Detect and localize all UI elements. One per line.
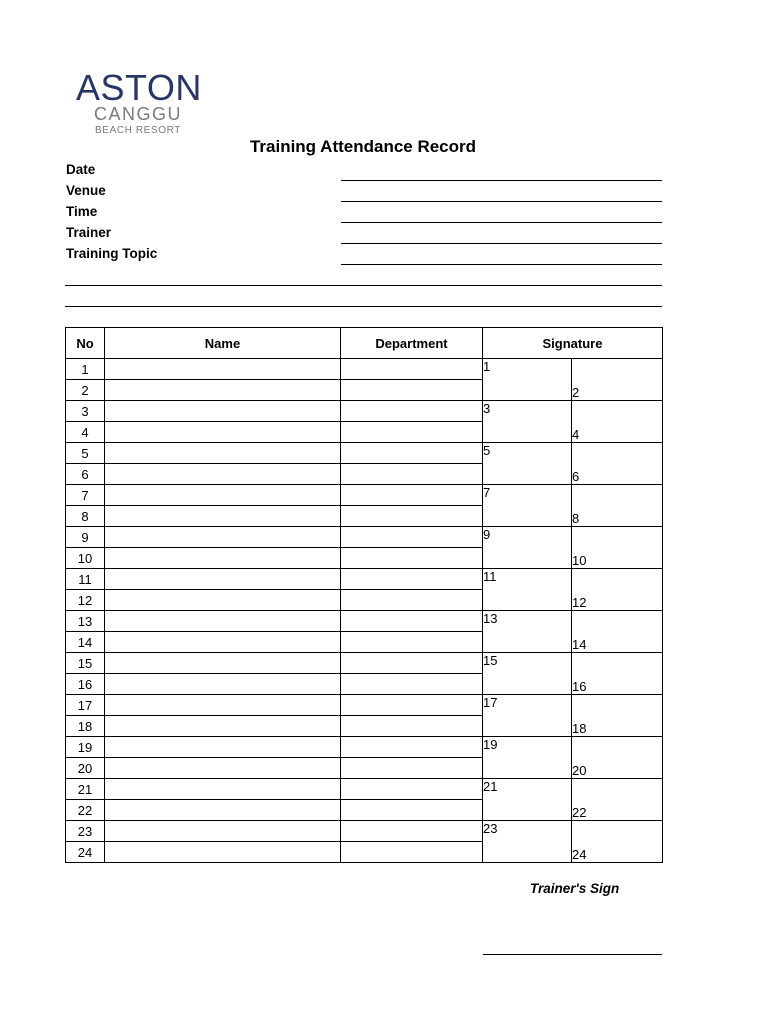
department-cell[interactable] <box>341 800 483 821</box>
signature-cell[interactable]: 11 <box>483 569 572 611</box>
table-row <box>66 485 663 506</box>
department-cell[interactable] <box>341 653 483 674</box>
department-cell[interactable] <box>341 548 483 569</box>
name-cell[interactable] <box>105 401 341 422</box>
name-cell[interactable] <box>105 779 341 800</box>
row-number: 13 <box>66 611 105 632</box>
label-trainer: Trainer <box>66 225 112 240</box>
trainer-sign-label: Trainer's Sign <box>530 881 620 896</box>
department-cell[interactable] <box>341 779 483 800</box>
signature-cell[interactable]: 9 <box>483 527 572 569</box>
department-cell[interactable] <box>341 590 483 611</box>
header-signature: Signature <box>483 328 663 359</box>
row-number: 21 <box>66 779 105 800</box>
topic-extra-line-2[interactable] <box>65 306 662 307</box>
row-number: 22 <box>66 800 105 821</box>
name-cell[interactable] <box>105 569 341 590</box>
signature-cell[interactable]: 6 <box>572 443 663 485</box>
name-cell[interactable] <box>105 359 341 380</box>
name-cell[interactable] <box>105 674 341 695</box>
department-cell[interactable] <box>341 737 483 758</box>
row-number: 18 <box>66 716 105 737</box>
header-department: Department <box>341 328 483 359</box>
department-cell[interactable] <box>341 464 483 485</box>
row-number: 6 <box>66 464 105 485</box>
row-number: 20 <box>66 758 105 779</box>
row-number: 1 <box>66 359 105 380</box>
signature-cell[interactable]: 3 <box>483 401 572 443</box>
name-cell[interactable] <box>105 632 341 653</box>
signature-cell[interactable]: 18 <box>572 695 663 737</box>
signature-cell[interactable]: 16 <box>572 653 663 695</box>
department-cell[interactable] <box>341 422 483 443</box>
table-row <box>66 611 663 632</box>
row-number: 23 <box>66 821 105 842</box>
name-cell[interactable] <box>105 716 341 737</box>
department-cell[interactable] <box>341 359 483 380</box>
name-cell[interactable] <box>105 485 341 506</box>
department-cell[interactable] <box>341 569 483 590</box>
table-row <box>66 695 663 716</box>
logo-line-aston: ASTON <box>76 67 202 108</box>
department-cell[interactable] <box>341 842 483 863</box>
time-field-line[interactable] <box>341 222 662 223</box>
header-name: Name <box>105 328 341 359</box>
name-cell[interactable] <box>105 611 341 632</box>
department-cell[interactable] <box>341 401 483 422</box>
name-cell[interactable] <box>105 443 341 464</box>
trainer-sign-line[interactable] <box>483 954 662 955</box>
row-number: 19 <box>66 737 105 758</box>
row-number: 5 <box>66 443 105 464</box>
table-row <box>66 527 663 548</box>
department-cell[interactable] <box>341 380 483 401</box>
signature-cell[interactable]: 7 <box>483 485 572 527</box>
attendance-table-body <box>66 359 663 863</box>
department-cell[interactable] <box>341 758 483 779</box>
signature-cell[interactable]: 20 <box>572 737 663 779</box>
attendance-table <box>65 327 663 863</box>
table-header-row <box>66 328 663 359</box>
department-cell[interactable] <box>341 506 483 527</box>
department-cell[interactable] <box>341 821 483 842</box>
logo-line-beach-resort: BEACH RESORT <box>95 125 181 136</box>
row-number: 8 <box>66 506 105 527</box>
signature-cell[interactable]: 2 <box>572 359 663 401</box>
table-row <box>66 653 663 674</box>
venue-field-line[interactable] <box>341 201 662 202</box>
department-cell[interactable] <box>341 695 483 716</box>
row-number: 7 <box>66 485 105 506</box>
signature-cell[interactable]: 13 <box>483 611 572 653</box>
department-cell[interactable] <box>341 632 483 653</box>
row-number: 2 <box>66 380 105 401</box>
name-cell[interactable] <box>105 527 341 548</box>
table-row <box>66 779 663 800</box>
name-cell[interactable] <box>105 695 341 716</box>
signature-cell[interactable]: 24 <box>572 821 663 863</box>
signature-cell[interactable]: 21 <box>483 779 572 821</box>
signature-cell[interactable]: 22 <box>572 779 663 821</box>
name-cell[interactable] <box>105 590 341 611</box>
trainer-field-line[interactable] <box>341 243 662 244</box>
label-venue: Venue <box>66 183 106 198</box>
name-cell[interactable] <box>105 653 341 674</box>
name-cell[interactable] <box>105 800 341 821</box>
department-cell[interactable] <box>341 485 483 506</box>
name-cell[interactable] <box>105 842 341 863</box>
row-number: 11 <box>66 569 105 590</box>
department-cell[interactable] <box>341 716 483 737</box>
header-no: No <box>66 328 105 359</box>
name-cell[interactable] <box>105 464 341 485</box>
signature-cell[interactable]: 17 <box>483 695 572 737</box>
row-number: 16 <box>66 674 105 695</box>
row-number: 3 <box>66 401 105 422</box>
name-cell[interactable] <box>105 422 341 443</box>
name-cell[interactable] <box>105 506 341 527</box>
training-topic-field-line[interactable] <box>341 264 662 265</box>
table-row <box>66 359 663 380</box>
signature-cell[interactable]: 5 <box>483 443 572 485</box>
row-number: 17 <box>66 695 105 716</box>
row-number: 15 <box>66 653 105 674</box>
table-row <box>66 401 663 422</box>
row-number: 14 <box>66 632 105 653</box>
row-number: 9 <box>66 527 105 548</box>
row-number: 10 <box>66 548 105 569</box>
logo-line-canggu: CANGGU <box>93 104 182 124</box>
table-row <box>66 443 663 464</box>
name-cell[interactable] <box>105 758 341 779</box>
name-cell[interactable] <box>105 548 341 569</box>
table-row <box>66 569 663 590</box>
signature-cell[interactable]: 1 <box>483 359 572 401</box>
name-cell[interactable] <box>105 380 341 401</box>
label-training-topic: Training Topic <box>66 246 158 261</box>
signature-cell[interactable]: 12 <box>572 569 663 611</box>
department-cell[interactable] <box>341 611 483 632</box>
signature-cell[interactable]: 15 <box>483 653 572 695</box>
name-cell[interactable] <box>105 821 341 842</box>
row-number: 4 <box>66 422 105 443</box>
signature-cell[interactable]: 10 <box>572 527 663 569</box>
signature-cell[interactable]: 23 <box>483 821 572 863</box>
table-row <box>66 821 663 842</box>
aston-logo <box>76 67 202 136</box>
label-time: Time <box>66 204 98 219</box>
signature-cell[interactable]: 8 <box>572 485 663 527</box>
signature-cell[interactable]: 4 <box>572 401 663 443</box>
table-row <box>66 737 663 758</box>
signature-cell[interactable]: 14 <box>572 611 663 653</box>
department-cell[interactable] <box>341 527 483 548</box>
topic-extra-line-1[interactable] <box>65 285 662 286</box>
department-cell[interactable] <box>341 443 483 464</box>
signature-cell[interactable]: 19 <box>483 737 572 779</box>
row-number: 12 <box>66 590 105 611</box>
row-number: 24 <box>66 842 105 863</box>
name-cell[interactable] <box>105 737 341 758</box>
date-field-line[interactable] <box>341 180 662 181</box>
label-date: Date <box>66 162 96 177</box>
page-title: Training Attendance Record <box>249 137 477 156</box>
department-cell[interactable] <box>341 674 483 695</box>
